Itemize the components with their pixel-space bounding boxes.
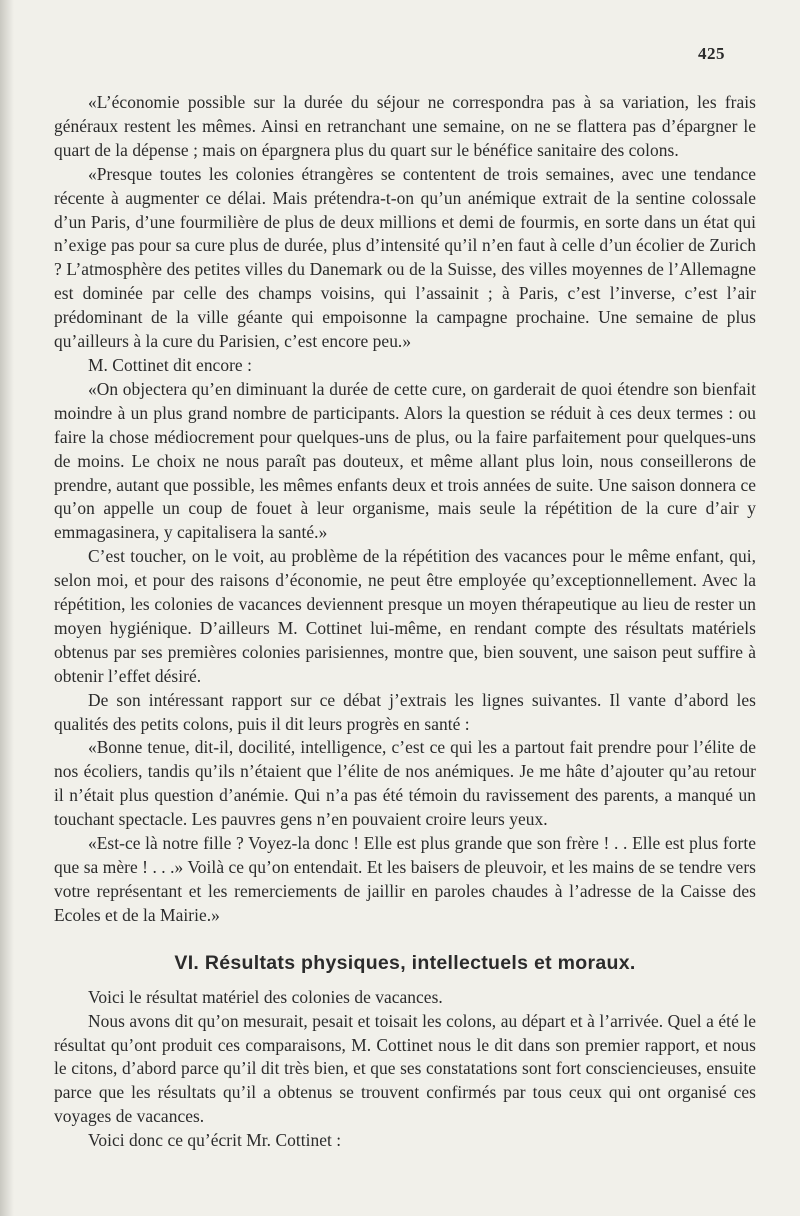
paragraph: De son intéressant rapport sur ce débat j’extrais les lignes suivantes. Il vante d’abord les qualités des petits colons, puis il dit leurs progrès en santé : [54, 689, 756, 734]
paragraph: C’est toucher, on le voit, au problème de la répétition des vacances pour le même enfant, qui, selon moi, et pour des raisons d’économie, ne peut être employée qu’exceptionnellement. Avec la répétition, les colonies de vacances deviennent presque un moyen thérapeutique au lieu de rester un moyen hygiénique. D’ailleurs M. Cottinet lui-même, en rendant compte des résultats matériels obtenus par ses premières colonies parisiennes, montre que, bien souvent, une saison peut suffire à obtenir l’effet désiré. [54, 546, 756, 686]
page-number: 425 [698, 44, 725, 63]
paragraph: «On objectera qu’en diminuant la durée de cette cure, on garderait de quoi étendre son bienfait moindre à un plus grand nombre de participants. Alors la question se réduit à ces deux termes : ou faire la chose médiocrement pour quelques-uns de plus, ou la faire parfaitement pour quelques-uns de moins. Le choix ne nous paraît pas douteux, et même allant plus loin, nous conseillerons de prendre, autant que possible, les mêmes enfants deux et trois années de suite. Une saison donnera ce qu’on appelle un coup de fouet à leur organisme, mais seule la répétition de la cure d’air y emmagasinera, y capitalisera la santé.» [54, 378, 756, 543]
paragraph: «Est-ce là notre fille ? Voyez-la donc ! Elle est plus grande que son frère ! . . Elle est plus forte que sa mère ! . . .» Voilà ce qu’on entendait. Et les baisers de pleuvoir, et les mains de se tendre vers votre représentant et les remerciements de jaillir en paroles chaudes à l’adresse de la Caisse des Ecoles et de la Mairie.» [54, 833, 756, 925]
paragraph: Nous avons dit qu’on mesurait, pesait et toisait les colons, au départ et à l’arrivée. Quel a été le résultat qu’ont produit ces comparaisons, M. Cottinet nous le dit dans son premier rapport, et nous le citons, d’abord parce qu’il dit très bien, et que ses constatations sont fort consciencieuses, ensuite parce que les résultats qu’il a obtenus se trouvent confirmés par tous ceux qui ont organisé ces voyages de vacances. [54, 1010, 756, 1127]
paragraph: M. Cottinet dit encore : [88, 354, 252, 375]
page-binding-shadow [0, 0, 14, 1216]
page-text-body [54, 91, 756, 1153]
paragraph: «L’économie possible sur la durée du séjour ne correspondra pas à sa variation, les frais généraux restent les mêmes. Ainsi en retranchant une semaine, on ne se flattera pas d’épargner le quart de la dépense ; mais on épargnera plus du quart sur le bénéfice sanitaire des colons. [54, 92, 756, 160]
paragraph: «Bonne tenue, dit-il, docilité, intelligence, c’est ce qui les a partout fait prendre pour l’élite de nos écoliers, tandis qu’ils n’étaient que l’élite de nos anémiques. Je me hâte d’ajouter qu’au retour il n’était plus question d’anémie. Qui n’a pas été témoin du ravissement des parents, a manqué un touchant spectacle. Les pauvres gens n’en pouvaient croire leurs yeux. [54, 737, 756, 830]
paragraph: «Presque toutes les colonies étrangères se contentent de trois semaines, avec une tendance récente à augmenter ce délai. Mais prétendra-t-on qu’un anémique extrait de la sentine colossale d’un Paris, d’une fourmilière de plus de deux millions et demi de fourmis, en sorte dans un état qui n’exige pas pour sa cure plus de durée, plus d’intensité qu’il n’en faut à celle d’un écolier de Zurich ? L’atmosphère des petites villes du Danemark ou de la Suisse, des villes moyennes de l’Allemagne est dominée par celle des champs voisins, qui l’assainit ; à Paris, c’est l’inverse, c’est l’air prédominant de la ville géante qui empoisonne la campagne prochaine. Une semaine de plus qu’ailleurs à la cure du Parisien, c’est encore peu.» [54, 163, 756, 352]
section-heading: VI. Résultats physiques, intellectuels et moraux. [174, 951, 636, 974]
paragraph: Voici donc ce qu’écrit Mr. Cottinet : [88, 1130, 342, 1151]
paragraph: Voici le résultat matériel des colonies de vacances. [88, 986, 443, 1007]
